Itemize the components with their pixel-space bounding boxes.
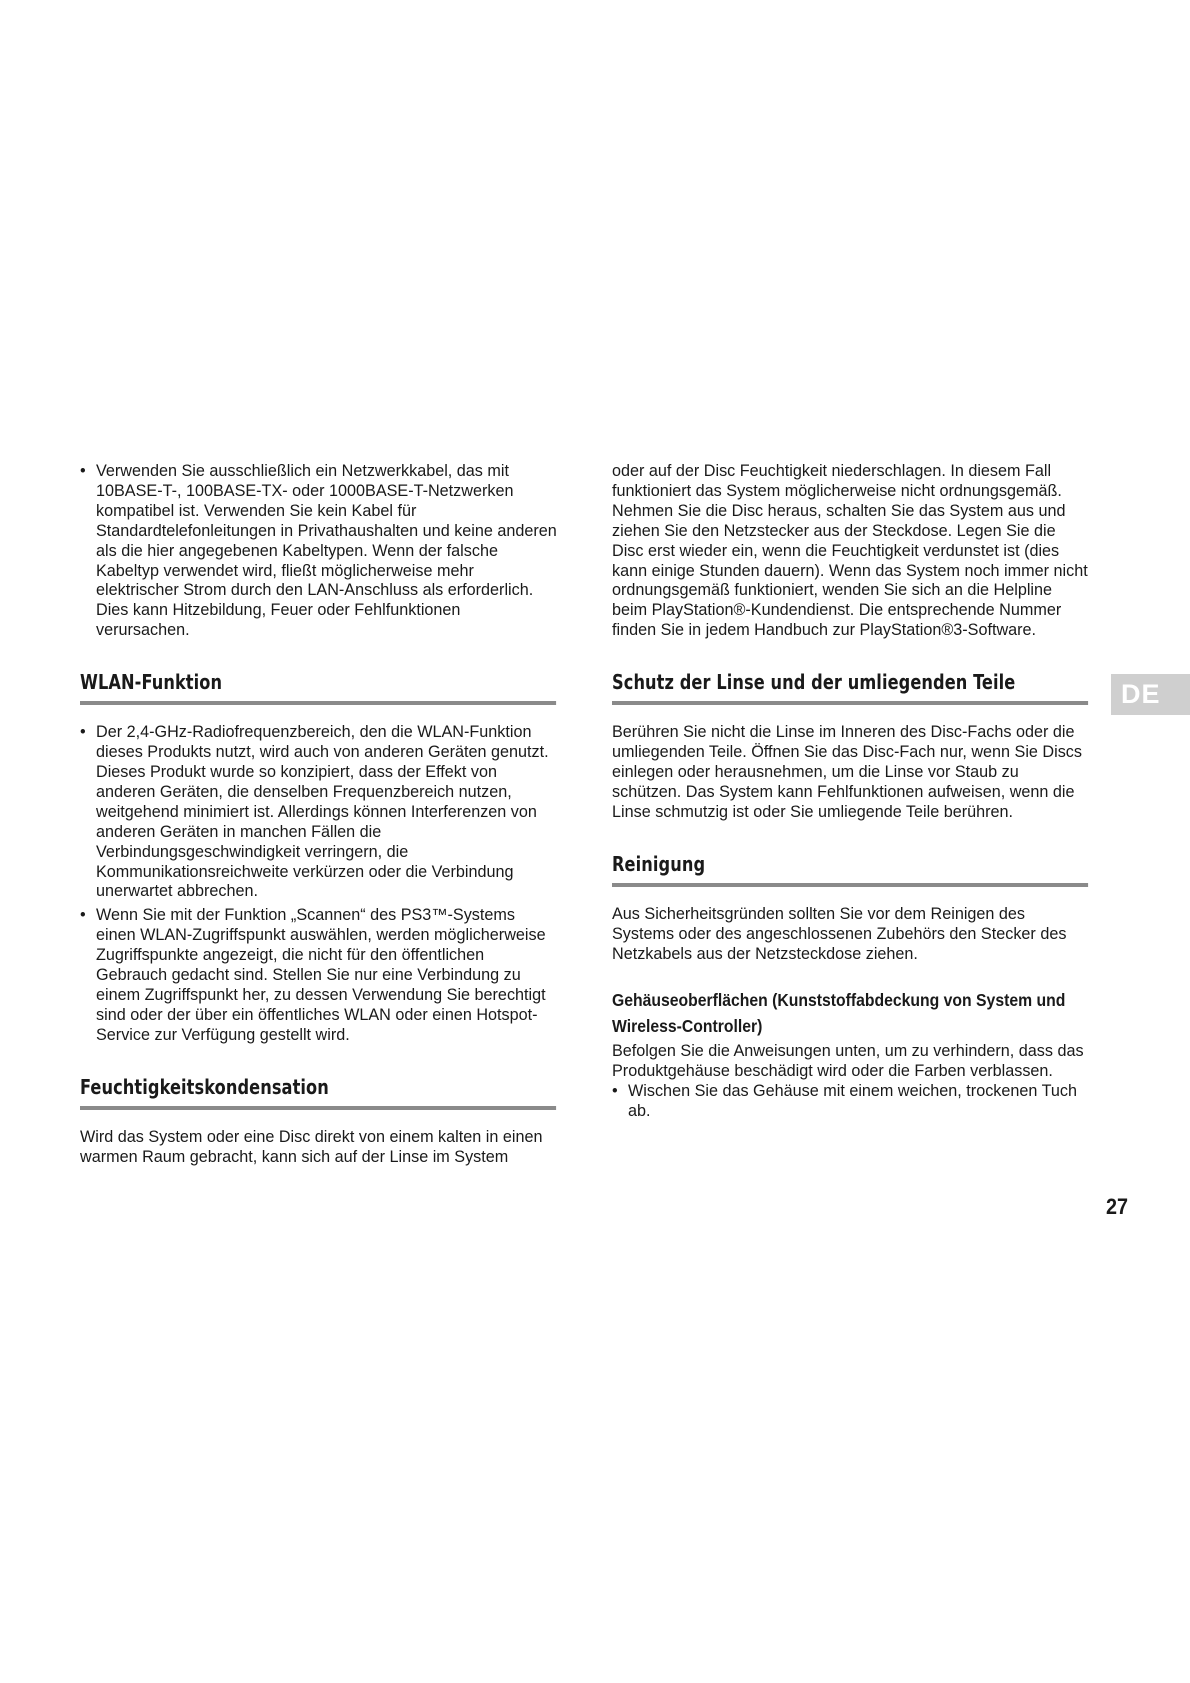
subheading-gehaeuse: Gehäuseoberflächen (Kunststoffabdeckung von System und Wireless-Controller): [612, 990, 1066, 1036]
section-heading-wlan: WLAN-Funktion: [80, 670, 557, 705]
schutz-text: Berühren Sie nicht die Linse im Inneren des Disc-Fachs oder die umliegenden Teile. Öffnen Sie das Disc-Fach nur, wenn Sie Discs einlegen oder herausnehmen, um die Linse vor Staub zu schützen. Das System kann Fehlfunktionen aufweisen, wenn die Linse schmutzig ist oder Sie umliegende Teile berühren.: [612, 723, 1082, 821]
page-number: 27: [1106, 1194, 1129, 1219]
section-heading-schutz: Schutz der Linse und der umliegenden Teile: [612, 670, 1089, 705]
list-item: • Verwenden Sie ausschließlich ein Netzwerkkabel, das mit 10BASE-T-, 100BASE-TX- oder 1000BASE-T-Netzwerken kompatibel ist. Verwenden Sie kein Kabel für Standardtelefonleitungen in Privathaushalten und keine anderen als die hier angegebenen Kabeltypen. Wenn der falsche Kabeltyp verwendet wird, fließt möglicherweise mehr elektrischer Strom durch den LAN-Anschluss als erforderlich. Dies kann Hitzebildung, Feuer oder Fehlfunktionen verursachen.: [80, 462, 557, 641]
list-item: • Wenn Sie mit der Funktion „Scannen“ des PS3™-Systems einen WLAN-Zugriffspunkt auswählen, werden möglicherweise Zugriffspunkte angezeigt, die nicht für den öffentlichen Gebrauch gedacht sind. Stellen Sie nur eine Verbindung zu einem Zugriffspunkt her, zu dessen Verwendung Sie berechtigt sind oder der über ein öffentliches WLAN oder einen Hotspot-Service zur Verfügung gestellt wird.: [80, 906, 557, 1045]
section-heading-reinigung: Reinigung: [612, 852, 1089, 887]
gehaeuse-bullet-list: [612, 1082, 1089, 1122]
wlan-bullet-list: [80, 723, 557, 1046]
reinigung-text: Aus Sicherheitsgründen sollten Sie vor dem Reinigen des Systems oder des angeschlossenen Zubehörs den Stecker des Netzkabels aus der Netzsteckdose ziehen.: [612, 904, 1067, 963]
gehaeuse-text: Befolgen Sie die Anweisungen unten, um zu verhindern, dass das Produktgehäuse beschädigt wird oder die Farben verblassen.: [612, 1042, 1084, 1081]
left-column: [80, 462, 557, 1167]
section-heading-feuchtigkeit: Feuchtigkeitskondensation: [80, 1075, 557, 1110]
language-tab: DE: [1111, 674, 1190, 715]
feuchtigkeit-text: Wird das System oder eine Disc direkt von einem kalten in einen warmen Raum gebracht, kann sich auf der Linse im System: [80, 1127, 543, 1166]
right-column: [612, 462, 1089, 1122]
cable-bullet-list: [80, 462, 557, 641]
continuation-text: oder auf der Disc Feuchtigkeit niederschlagen. In diesem Fall funktioniert das System möglicherweise nicht ordnungsgemäß. Nehmen Sie die Disc heraus, schalten Sie das System aus und ziehen Sie den Netzstecker aus der Steckdose. Legen Sie die Disc erst wieder ein, wenn die Feuchtigkeit verdunstet ist (dies kann einige Stunden dauern). Wenn das System noch immer nicht ordnungsgemäß funktioniert, wenden Sie sich an die Helpline beim PlayStation®-Kundendienst. Die entsprechende Nummer finden Sie in jedem Handbuch zur PlayStation®3-Software.: [612, 462, 1088, 640]
list-item: • Der 2,4-GHz-Radiofrequenzbereich, den die WLAN-Funktion dieses Produkts nutzt, wird auch von anderen Geräten genutzt. Dieses Produkt wurde so konzipiert, dass der Effekt von anderen Geräten, die denselben Frequenzbereich nutzen, weitgehend minimiert ist. Allerdings können Interferenzen von anderen Geräten in manchen Fällen die Verbindungsgeschwindigkeit verringern, die Kommunikationsreichweite verkürzen oder die Verbindung unerwartet abbrechen.: [80, 723, 557, 902]
list-item: • Wischen Sie das Gehäuse mit einem weichen, trockenen Tuch ab.: [612, 1082, 1089, 1122]
